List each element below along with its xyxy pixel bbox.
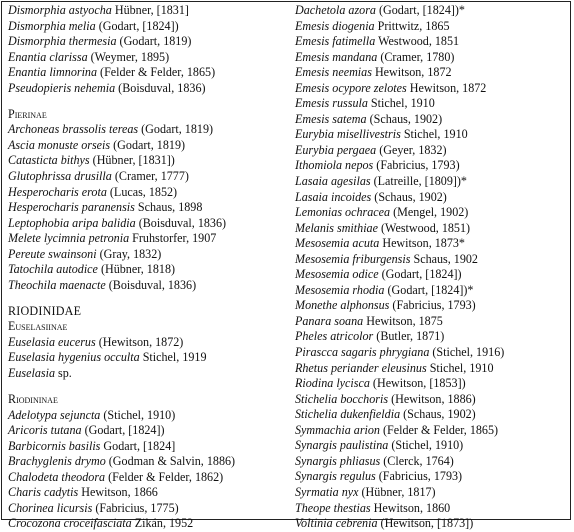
species-author: (Fabricius, 1793) bbox=[375, 469, 463, 484]
species-name: Euselasia bbox=[8, 366, 56, 381]
species-name: Synargis paulistina bbox=[295, 438, 389, 453]
species-author: (Godart, 1819) bbox=[116, 34, 192, 49]
species-entry bbox=[295, 127, 570, 143]
species-name: Dachetola azora bbox=[295, 3, 376, 17]
species-author: (Hübner, [1831]) bbox=[89, 153, 175, 168]
species-entry bbox=[295, 423, 570, 439]
species-author: (Felder & Felder, 1865) bbox=[379, 422, 499, 437]
species-entry bbox=[295, 158, 570, 174]
species-author: (Lucas, 1852) bbox=[106, 184, 178, 199]
species-name: Dismorphia thermesia bbox=[8, 34, 117, 49]
species-name: Aricoris tutana bbox=[8, 423, 82, 438]
species-author: Hewitson, 1866 bbox=[78, 485, 158, 500]
species-name: Stichelia bocchoris bbox=[295, 391, 389, 406]
species-name: Barbicornis basilis bbox=[8, 438, 101, 453]
species-author: (Hewitson, 1872) bbox=[95, 334, 184, 349]
species-name: Brachyglenis drymo bbox=[8, 454, 106, 469]
species-author: (Godart, [1824]) bbox=[95, 18, 179, 33]
species-entry bbox=[8, 200, 286, 216]
species-name: Adelotypa sejuncta bbox=[8, 407, 101, 422]
species-entry bbox=[8, 247, 286, 263]
species-author: (Godart, 1819) bbox=[138, 122, 214, 137]
species-entry bbox=[295, 252, 570, 268]
species-author: (Boisduval, 1836) bbox=[135, 215, 227, 230]
species-name: Emesis satema bbox=[295, 111, 367, 126]
species-name: Eurybia pergaea bbox=[295, 142, 377, 157]
species-name: Leptophobia aripa balidia bbox=[8, 215, 136, 230]
species-author: Stichel, 1919 bbox=[139, 350, 207, 365]
species-entry bbox=[295, 345, 570, 361]
species-entry bbox=[8, 50, 286, 66]
species-author: (Weymer, 1895) bbox=[87, 49, 170, 64]
species-entry bbox=[295, 50, 570, 66]
species-name: Charis cadytis bbox=[8, 485, 79, 500]
species-name: Theochila maenacte bbox=[8, 277, 106, 292]
species-author: Hübner, [1831] bbox=[111, 3, 189, 17]
species-author: (Westwood, 1851) bbox=[377, 220, 471, 235]
species-name: Euselasia hygenius occulta bbox=[8, 350, 140, 365]
species-name: Lemonias ochracea bbox=[295, 205, 391, 220]
species-name: Synargis regulus bbox=[295, 469, 376, 484]
species-entry bbox=[8, 516, 286, 532]
species-name: Dismorphia melia bbox=[8, 18, 96, 33]
species-name: Mesosemia odice bbox=[295, 267, 379, 282]
species-author: (Latreille, [1809])* bbox=[370, 174, 467, 189]
species-name: Eurybia misellivestris bbox=[295, 127, 401, 142]
species-name: Euselasia eucerus bbox=[8, 334, 96, 349]
species-author: (Felder & Felder, 1862) bbox=[105, 469, 224, 484]
species-name: Syrmatia nyx bbox=[295, 484, 359, 499]
species-author: (Hübner, 1817) bbox=[358, 484, 436, 499]
species-entry bbox=[295, 143, 570, 159]
species-name: Mesosemia acuta bbox=[295, 236, 380, 251]
species-author: Schaus, 1898 bbox=[134, 200, 203, 215]
subfamily-heading: Riodininae bbox=[8, 392, 58, 407]
species-name: Glutophrissa drusilla bbox=[8, 168, 112, 183]
species-name: Riodina lycisca bbox=[295, 376, 370, 391]
species-author: (Cramer, 1777) bbox=[111, 168, 189, 183]
species-author: (Godart, [1824]) bbox=[81, 423, 165, 438]
species-author: (Hewitson, 1886) bbox=[388, 391, 476, 406]
species-name: Emesis fatimella bbox=[295, 34, 376, 49]
species-name: Chorinea licursis bbox=[8, 500, 93, 515]
species-author: Stichel, 1910 bbox=[426, 360, 494, 375]
section-gap bbox=[8, 293, 286, 304]
species-name: Chalodeta theodora bbox=[8, 469, 106, 484]
species-entry bbox=[295, 361, 570, 377]
species-name: Emesis neemias bbox=[295, 65, 372, 80]
species-author: (Schaus, 1902) bbox=[371, 189, 447, 204]
species-entry bbox=[8, 501, 286, 517]
species-author: (Fabricius, 1793) bbox=[373, 158, 460, 173]
species-author: Stichel, 1910 bbox=[367, 96, 435, 111]
species-author: (Godart, [1824])* bbox=[375, 3, 465, 17]
species-name: Lasaia incoides bbox=[295, 189, 372, 204]
species-author: (Hübner, 1818) bbox=[97, 262, 176, 277]
species-entry bbox=[8, 185, 286, 201]
species-name: Emesis ocypore zelotes bbox=[295, 80, 407, 95]
species-author: (Schaus, 1902) bbox=[366, 111, 443, 126]
species-author: (Godart, [1824])* bbox=[384, 282, 474, 297]
species-name: Melete lycimnia petronia bbox=[8, 231, 130, 246]
species-entry bbox=[8, 485, 286, 501]
species-entry bbox=[8, 216, 286, 232]
species-author: (Geyer, 1832) bbox=[376, 142, 447, 157]
species-entry bbox=[8, 335, 286, 351]
species-author: Zikán, 1952 bbox=[131, 516, 194, 531]
species-author: (Mengel, 1902) bbox=[390, 205, 469, 220]
species-author: (Stichel, 1910) bbox=[388, 438, 464, 453]
species-author: (Boisduval, 1836) bbox=[115, 80, 206, 95]
species-name: Enantia clarissa bbox=[8, 49, 88, 64]
species-author: (Felder & Felder, 1865) bbox=[97, 65, 216, 80]
species-author: (Fabricius, 1775) bbox=[92, 500, 179, 515]
species-entry bbox=[8, 350, 286, 366]
species-name: Melanis smithiae bbox=[295, 220, 378, 235]
species-name: Voltinia cebrenia bbox=[295, 516, 378, 531]
species-author: (Boisduval, 1836) bbox=[105, 277, 197, 292]
species-entry bbox=[8, 153, 286, 169]
species-author: (Clerck, 1764) bbox=[380, 453, 454, 468]
species-name: Mesosemia friburgensis bbox=[295, 251, 411, 266]
species-name: Hesperocharis erota bbox=[8, 184, 107, 199]
species-entry bbox=[295, 485, 570, 501]
species-entry bbox=[295, 298, 570, 314]
species-author: (Godart, [1824]) bbox=[378, 267, 462, 282]
species-name: Ithomiola nepos bbox=[295, 158, 374, 173]
subfamily-heading: Euselasiinae bbox=[8, 319, 68, 334]
species-entry bbox=[295, 96, 570, 112]
species-author: Hewitson, 1860 bbox=[370, 500, 451, 515]
species-entry bbox=[295, 501, 570, 517]
family-heading: RIODINIDAE bbox=[8, 303, 82, 318]
species-name: Enantia limnorina bbox=[8, 65, 98, 80]
section-gap bbox=[8, 96, 286, 107]
species-name: Catasticta bithys bbox=[8, 153, 90, 168]
species-entry bbox=[295, 438, 570, 454]
species-author: (Hewitson, [1853]) bbox=[369, 376, 466, 391]
species-author: (Stichel, 1910) bbox=[100, 407, 176, 422]
species-entry bbox=[8, 3, 286, 19]
species-entry bbox=[295, 190, 570, 206]
species-author: Westwood, 1851 bbox=[375, 34, 460, 49]
species-author: (Cramer, 1780) bbox=[377, 49, 455, 64]
species-author: sp. bbox=[55, 366, 72, 381]
species-entry bbox=[8, 34, 286, 50]
species-name: Crocozona croceifasciata bbox=[8, 516, 132, 531]
species-entry bbox=[8, 81, 286, 97]
species-name: Pirascca sagaris phrygiana bbox=[295, 345, 430, 360]
species-author: (Fabricius, 1793) bbox=[389, 298, 476, 313]
species-author: Hewitson, 1875 bbox=[363, 313, 443, 328]
species-name: Pseudopieris nehemia bbox=[8, 80, 116, 95]
species-author: (Butler, 1871) bbox=[373, 329, 445, 344]
species-name: Emesis russula bbox=[295, 96, 368, 111]
species-name: Dismorphia astyocha bbox=[8, 3, 112, 17]
species-name: Archoneas brassolis tereas bbox=[8, 122, 139, 137]
species-author: Prittwitz, 1865 bbox=[374, 18, 450, 33]
species-name: Lasaia agesilas bbox=[295, 174, 371, 189]
species-author: (Godman & Salvin, 1886) bbox=[105, 454, 236, 469]
left-column bbox=[8, 3, 286, 532]
species-entry bbox=[295, 516, 570, 532]
species-entry bbox=[295, 314, 570, 330]
species-entry bbox=[295, 34, 570, 50]
species-entry bbox=[8, 278, 286, 294]
species-entry bbox=[295, 329, 570, 345]
species-author: (Stichel, 1916) bbox=[429, 345, 505, 360]
species-name: Emesis diogenia bbox=[295, 18, 375, 33]
species-name: Ascia monuste orseis bbox=[8, 137, 111, 152]
species-author: Fruhstorfer, 1907 bbox=[129, 231, 217, 246]
species-entry bbox=[295, 376, 570, 392]
species-name: Pereute swainsoni bbox=[8, 246, 97, 261]
subfamily-heading: Pierinae bbox=[8, 106, 47, 121]
species-name: Synargis phliasus bbox=[295, 453, 381, 468]
species-entry bbox=[295, 407, 570, 423]
species-name: Monethe alphonsus bbox=[295, 298, 390, 313]
species-author: Hewitson, 1873* bbox=[379, 236, 465, 251]
species-name: Pheles atricolor bbox=[295, 329, 374, 344]
species-author: Stichel, 1910 bbox=[400, 127, 468, 142]
species-name: Tatochila autodice bbox=[8, 262, 98, 277]
species-name: Stichelia dukenfieldia bbox=[295, 407, 401, 422]
species-name: Mesosemia rhodia bbox=[295, 282, 385, 297]
species-author: (Godart, 1819) bbox=[110, 137, 186, 152]
species-name: Rhetus periander eleusinus bbox=[295, 360, 427, 375]
species-name: Theope thestias bbox=[295, 500, 371, 515]
species-entry bbox=[8, 454, 286, 470]
species-name: Hesperocharis paranensis bbox=[8, 200, 135, 215]
species-table-frame bbox=[1, 1, 571, 531]
species-entry bbox=[295, 81, 570, 97]
species-entry bbox=[295, 174, 570, 190]
species-entry bbox=[295, 267, 570, 283]
species-entry bbox=[295, 283, 570, 299]
species-entry bbox=[295, 392, 570, 408]
species-entry bbox=[295, 236, 570, 252]
species-name: Symmachia arion bbox=[295, 422, 380, 437]
species-entry bbox=[8, 262, 286, 278]
species-entry bbox=[8, 439, 286, 455]
section-gap bbox=[8, 382, 286, 393]
right-column bbox=[295, 3, 570, 532]
species-entry bbox=[295, 454, 570, 470]
species-author: Hewitson, 1872 bbox=[371, 65, 452, 80]
species-author: Hewitson, 1872 bbox=[406, 80, 487, 95]
species-author: (Gray, 1832) bbox=[96, 246, 162, 261]
species-entry bbox=[8, 366, 286, 382]
species-entry bbox=[295, 65, 570, 81]
species-entry bbox=[295, 221, 570, 237]
species-entry bbox=[8, 138, 286, 154]
species-author: (Schaus, 1902) bbox=[400, 407, 476, 422]
species-entry bbox=[295, 112, 570, 128]
species-name: Emesis mandana bbox=[295, 49, 378, 64]
species-author: (Hewitson, [1873]) bbox=[377, 516, 474, 531]
species-author: Godart, [1824] bbox=[100, 438, 176, 453]
species-entry bbox=[8, 423, 286, 439]
species-entry bbox=[8, 169, 286, 185]
species-entry bbox=[295, 3, 570, 19]
species-entry bbox=[8, 19, 286, 35]
species-entry bbox=[8, 122, 286, 138]
species-name: Panara soana bbox=[295, 313, 364, 328]
species-entry bbox=[295, 205, 570, 221]
species-entry bbox=[8, 470, 286, 486]
species-author: Schaus, 1902 bbox=[410, 251, 478, 266]
species-entry bbox=[295, 469, 570, 485]
species-entry bbox=[295, 19, 570, 35]
species-entry bbox=[8, 408, 286, 424]
species-entry bbox=[8, 231, 286, 247]
species-entry bbox=[8, 65, 286, 81]
